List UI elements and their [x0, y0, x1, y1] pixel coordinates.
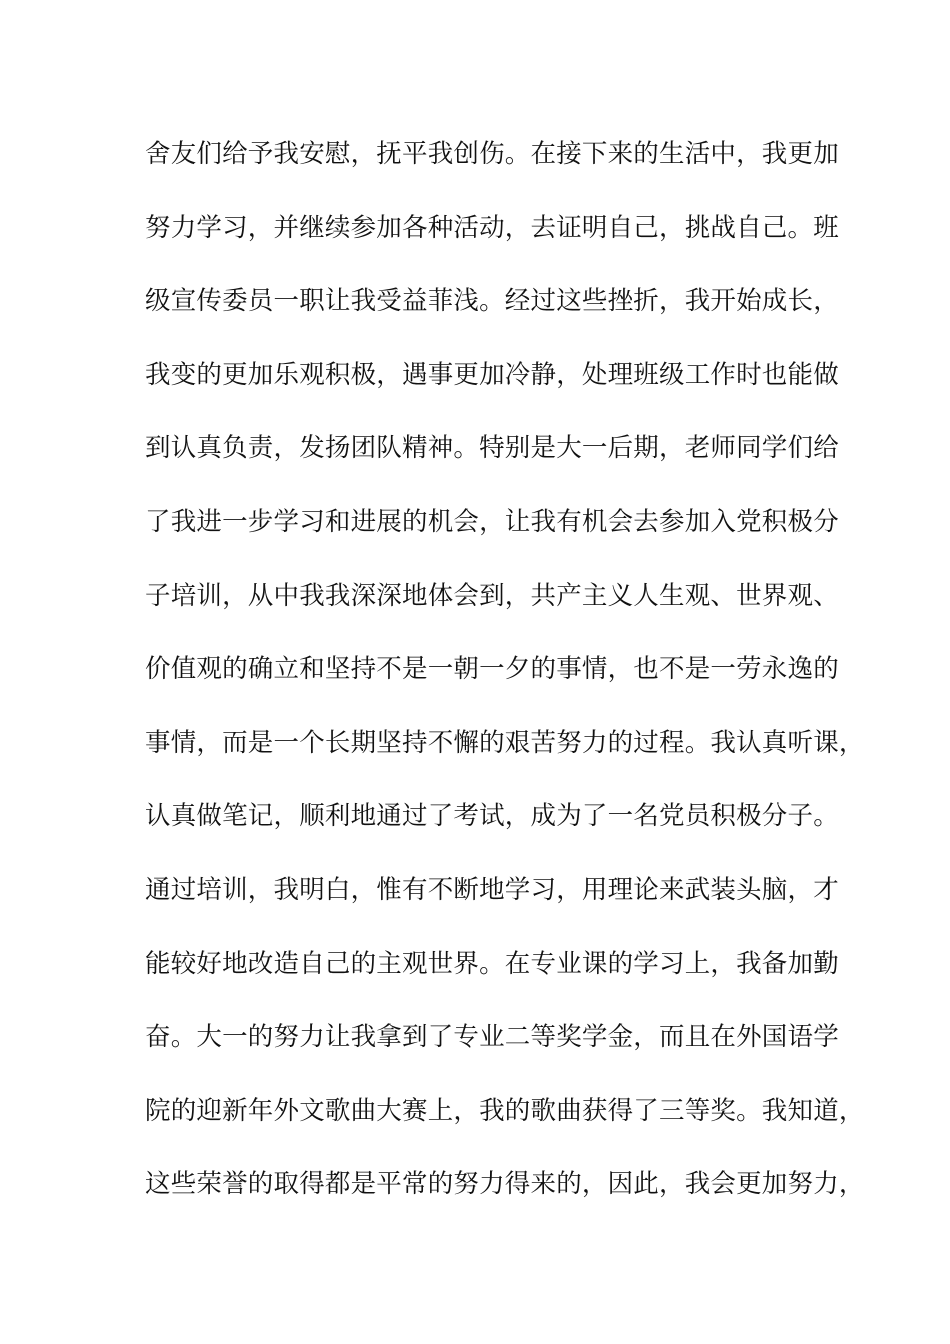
text-line: 认真做笔记，顺利地通过了考试，成为了一名党员积极分子。	[145, 801, 839, 832]
text-line: 价值观的确立和坚持不是一朝一夕的事情，也不是一劳永逸的	[145, 654, 839, 685]
text-line: 舍友们给予我安慰，抚平我创伤。在接下来的生活中，我更加	[145, 139, 839, 169]
body-text	[145, 130, 865, 1234]
text-line: 奋。大一的努力让我拿到了专业二等奖学金，而且在外国语学	[145, 1022, 839, 1053]
text-line: 到认真负责，发扬团队精神。特别是大一后期，老师同学们给	[145, 433, 839, 464]
text-line: 努力学习，并继续参加各种活动，去证明自己，挑战自己。班	[145, 212, 839, 243]
text-line: 事情，而是一个长期坚持不懈的艰苦努力的过程。我认真听课，	[145, 727, 865, 758]
text-line: 子培训，从中我我深深地体会到，共产主义人生观、世界观、	[145, 580, 839, 611]
text-line: 通过培训，我明白，惟有不断地学习，用理论来武装头脑，才	[145, 874, 839, 905]
text-line: 了我进一步学习和进展的机会，让我有机会去参加入党积极分	[145, 506, 839, 537]
text-line: 院的迎新年外文歌曲大赛上，我的歌曲获得了三等奖。我知道，	[145, 1095, 865, 1126]
text-line: 能较好地改造自己的主观世界。在专业课的学习上，我备加勤	[145, 948, 839, 979]
text-line: 级宣传委员一职让我受益菲浅。经过这些挫折，我开始成长，	[145, 286, 839, 317]
text-line: 我变的更加乐观积极，遇事更加冷静，处理班级工作时也能做	[145, 359, 839, 390]
text-line: 这些荣誉的取得都是平常的努力得来的，因此，我会更加努力，	[145, 1169, 865, 1200]
